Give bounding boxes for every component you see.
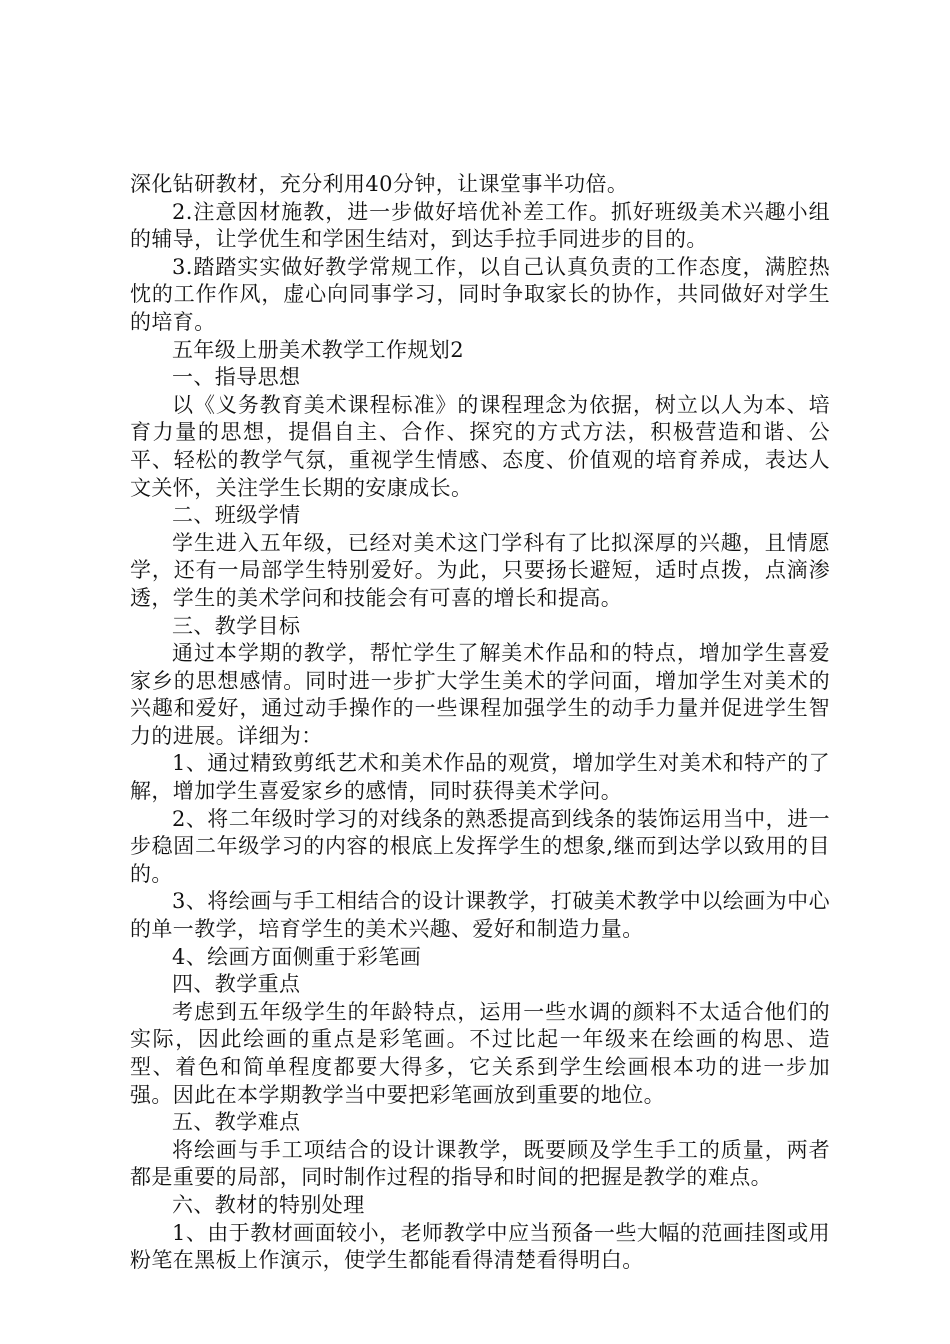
document-body — [130, 171, 830, 1275]
paragraph: 二、班级学情 — [172, 503, 301, 528]
paragraph: 学生进入五年级，已经对美术这门学科有了比拟深厚的兴趣，且情愿学，还有一局部学生特别爱好。为此，只要扬长避短，适时点拨，点滴渗透，学生的美术学问和技能会有可喜的增长和提高。 — [130, 530, 830, 610]
paragraph: 五、教学难点 — [172, 1110, 301, 1135]
paragraph: 1、通过精致剪纸艺术和美术作品的观赏，增加学生对美术和特产的了解，增加学生喜爱家乡的感情，同时获得美术学问。 — [130, 751, 830, 804]
paragraph: 六、教材的特别处理 — [172, 1192, 365, 1217]
paragraph: 3.踏踏实实做好教学常规工作，以自己认真负责的工作态度，满腔热忱的工作作风，虚心向同事学习，同时争取家长的协作，共同做好对学生的培育。 — [130, 254, 830, 334]
paragraph: 3、将绘画与手工相结合的设计课教学，打破美术教学中以绘画为中心的单一教学，培育学生的美术兴趣、爱好和制造力量。 — [130, 889, 830, 942]
paragraph: 2、将二年级时学习的对线条的熟悉提高到线条的装饰运用当中，进一步稳固二年级学习的内容的根底上发挥学生的想象,继而到达学以致用的目的。 — [130, 806, 830, 886]
paragraph: 深化钻研教材，充分利用40分钟，让课堂事半功倍。 — [130, 172, 629, 196]
paragraph: 1、由于教材画面较小，老师教学中应当预备一些大幅的范画挂图或用粉笔在黑板上作演示，使学生都能看得清楚看得明白。 — [130, 1220, 830, 1273]
paragraph: 4、绘画方面侧重于彩笔画 — [172, 944, 422, 969]
paragraph: 考虑到五年级学生的年龄特点，运用一些水调的颜料不太适合他们的实际，因此绘画的重点是彩笔画。不过比起一年级来在绘画的构思、造型、着色和简单程度都要大得多，它关系到学生绘画根本功的进一步加强。因此在本学期教学当中要把彩笔画放到重要的地位。 — [130, 999, 830, 1107]
paragraph: 2.注意因材施教，进一步做好培优补差工作。抓好班级美术兴趣小组的辅导，让学优生和学困生结对，到达手拉手同进步的目的。 — [130, 199, 830, 252]
paragraph: 通过本学期的教学，帮忙学生了解美术作品和的特点，增加学生喜爱家乡的思想感情。同时进一步扩大学生美术的学问面，增加学生对美术的兴趣和爱好，通过动手操作的一些课程加强学生的动手力量并促进学生智力的进展。详细为： — [130, 641, 830, 748]
paragraph: 四、教学重点 — [172, 972, 301, 997]
paragraph: 一、指导思想 — [172, 365, 301, 390]
paragraph: 将绘画与手工项结合的设计课教学，既要顾及学生手工的质量，两者都是重要的局部，同时制作过程的指导和时间的把握是教学的难点。 — [130, 1137, 830, 1190]
paragraph: 五年级上册美术教学工作规划2 — [172, 337, 464, 362]
paragraph: 以《义务教育美术课程标准》的课程理念为依据，树立以人为本、培育力量的思想，提倡自主、合作、探究的方式方法，积极营造和谐、公平、轻松的教学气氛，重视学生情感、态度、价值观的培育养成，表达人文关怀，关注学生长期的安康成长。 — [130, 392, 830, 500]
paragraph: 三、教学目标 — [172, 613, 301, 638]
